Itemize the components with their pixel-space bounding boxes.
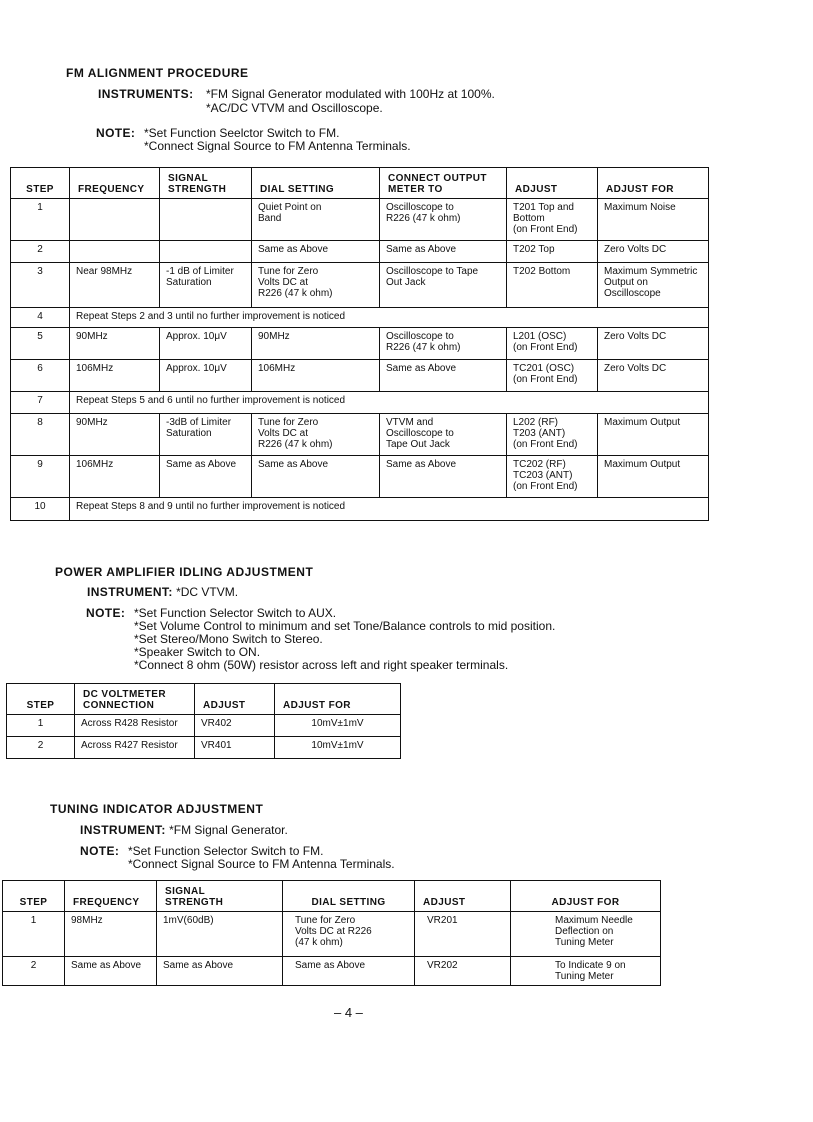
fm-cell-connect: Oscilloscope to Tape Out Jack bbox=[380, 263, 507, 308]
pa-cell-step: 2 bbox=[7, 737, 75, 759]
fm-table-row bbox=[11, 328, 709, 360]
fm-section-title: FM ALIGNMENT PROCEDURE bbox=[66, 66, 249, 80]
fm-header-adjust: ADJUST bbox=[507, 168, 598, 199]
ti-table-row bbox=[3, 912, 661, 957]
ti-cell-adjust-for: To Indicate 9 on Tuning Meter bbox=[511, 957, 661, 986]
fm-header-signal: SIGNAL STRENGTH bbox=[160, 168, 252, 199]
fm-cell-signal bbox=[160, 241, 252, 263]
fm-table-header-row bbox=[11, 168, 709, 199]
pa-note-item: *Set Function Selector Switch to AUX. bbox=[134, 606, 337, 620]
fm-cell-signal: -1 dB of Limiter Saturation bbox=[160, 263, 252, 308]
ti-table-header-row bbox=[3, 881, 661, 912]
ti-table-row bbox=[3, 957, 661, 986]
ti-cell-frequency: Same as Above bbox=[65, 957, 157, 986]
fm-cell-connect: VTVM and Oscilloscope to Tape Out Jack bbox=[380, 414, 507, 456]
ti-cell-dial: Tune for Zero Volts DC at R226 (47 k ohm) bbox=[283, 912, 415, 957]
ti-header-dial: DIAL SETTING bbox=[283, 881, 415, 912]
pa-header-connection: DC VOLTMETER CONNECTION bbox=[75, 684, 195, 715]
fm-cell-adjust-for: Zero Volts DC bbox=[598, 328, 709, 360]
pa-note-item: *Set Stereo/Mono Switch to Stereo. bbox=[134, 632, 323, 646]
fm-header-dial: DIAL SETTING bbox=[252, 168, 380, 199]
fm-cell-adjust-for: Maximum Noise bbox=[598, 199, 709, 241]
fm-note bbox=[96, 127, 596, 157]
ti-cell-step: 1 bbox=[3, 912, 65, 957]
fm-cell-adjust: L201 (OSC) (on Front End) bbox=[507, 328, 598, 360]
fm-cell-dial: Quiet Point on Band bbox=[252, 199, 380, 241]
fm-cell-step: 3 bbox=[11, 263, 70, 308]
ti-tuning-table bbox=[2, 880, 661, 986]
fm-table-row bbox=[11, 360, 709, 392]
pa-section-title: POWER AMPLIFIER IDLING ADJUSTMENT bbox=[55, 565, 314, 579]
pa-instrument-value: *DC VTVM. bbox=[176, 585, 239, 599]
fm-cell-step: 2 bbox=[11, 241, 70, 263]
fm-cell-adjust: L202 (RF) T203 (ANT) (on Front End) bbox=[507, 414, 598, 456]
fm-instruments bbox=[98, 87, 193, 101]
fm-cell-adjust: TC202 (RF) TC203 (ANT) (on Front End) bbox=[507, 456, 598, 498]
fm-cell-repeat-note: Repeat Steps 8 and 9 until no further improvement is noticed bbox=[70, 498, 709, 521]
ti-cell-adjust: VR201 bbox=[415, 912, 511, 957]
fm-cell-adjust: T201 Top and Bottom (on Front End) bbox=[507, 199, 598, 241]
page-number: – 4 – bbox=[334, 1005, 363, 1020]
fm-cell-adjust: T202 Top bbox=[507, 241, 598, 263]
ti-cell-step: 2 bbox=[3, 957, 65, 986]
fm-cell-dial: 90MHz bbox=[252, 328, 380, 360]
ti-note-label: NOTE: bbox=[80, 844, 120, 858]
pa-note-item: *Set Volume Control to minimum and set Tone/Balance controls to mid position. bbox=[134, 619, 556, 633]
ti-header-adjust: ADJUST bbox=[415, 881, 511, 912]
pa-note bbox=[86, 607, 606, 675]
fm-cell-repeat-note: Repeat Steps 5 and 6 until no further improvement is noticed bbox=[70, 392, 709, 414]
pa-cell-connection: Across R427 Resistor bbox=[75, 737, 195, 759]
fm-cell-adjust-for: Maximum Output bbox=[598, 414, 709, 456]
fm-cell-step: 7 bbox=[11, 392, 70, 414]
fm-table-row bbox=[11, 308, 709, 328]
ti-note-item: *Set Function Selector Switch to FM. bbox=[128, 844, 324, 858]
ti-header-frequency: FREQUENCY bbox=[65, 881, 157, 912]
pa-cell-adjust: VR402 bbox=[195, 715, 275, 737]
ti-cell-signal: 1mV(60dB) bbox=[157, 912, 283, 957]
fm-note-item: *Set Function Seelctor Switch to FM. bbox=[144, 126, 340, 140]
fm-cell-adjust-for: Zero Volts DC bbox=[598, 360, 709, 392]
fm-cell-signal bbox=[160, 199, 252, 241]
fm-cell-connect: Same as Above bbox=[380, 456, 507, 498]
fm-cell-adjust-for: Maximum Symmetric Output on Oscilloscope bbox=[598, 263, 709, 308]
pa-table-header-row bbox=[7, 684, 401, 715]
fm-table-row bbox=[11, 241, 709, 263]
fm-header-step: STEP bbox=[11, 168, 70, 199]
fm-cell-frequency: 106MHz bbox=[70, 360, 160, 392]
fm-table-row bbox=[11, 456, 709, 498]
pa-cell-adjust: VR401 bbox=[195, 737, 275, 759]
fm-cell-adjust-for: Zero Volts DC bbox=[598, 241, 709, 263]
ti-header-step: STEP bbox=[3, 881, 65, 912]
ti-instrument-value: *FM Signal Generator. bbox=[169, 823, 288, 837]
pa-cell-connection: Across R428 Resistor bbox=[75, 715, 195, 737]
fm-cell-connect: Same as Above bbox=[380, 360, 507, 392]
fm-cell-dial: 106MHz bbox=[252, 360, 380, 392]
fm-cell-step: 8 bbox=[11, 414, 70, 456]
ti-cell-frequency: 98MHz bbox=[65, 912, 157, 957]
ti-header-signal: SIGNAL STRENGTH bbox=[157, 881, 283, 912]
fm-cell-step: 10 bbox=[11, 498, 70, 521]
ti-note bbox=[80, 845, 500, 875]
pa-instrument bbox=[87, 585, 238, 599]
fm-cell-adjust-for: Maximum Output bbox=[598, 456, 709, 498]
fm-cell-connect: Oscilloscope to R226 (47 k ohm) bbox=[380, 199, 507, 241]
fm-cell-dial: Tune for Zero Volts DC at R226 (47 k ohm) bbox=[252, 263, 380, 308]
pa-header-step: STEP bbox=[7, 684, 75, 715]
pa-note-item: *Connect 8 ohm (50W) resistor across left and right speaker terminals. bbox=[134, 658, 509, 672]
ti-instrument-label: INSTRUMENT: bbox=[80, 823, 166, 837]
ti-cell-dial: Same as Above bbox=[283, 957, 415, 986]
fm-cell-step: 1 bbox=[11, 199, 70, 241]
fm-cell-connect: Same as Above bbox=[380, 241, 507, 263]
fm-table-row bbox=[11, 392, 709, 414]
fm-table-row bbox=[11, 498, 709, 521]
fm-header-adjust-for: ADJUST FOR bbox=[598, 168, 709, 199]
fm-cell-adjust: T202 Bottom bbox=[507, 263, 598, 308]
pa-note-label: NOTE: bbox=[86, 606, 126, 620]
fm-cell-signal: Same as Above bbox=[160, 456, 252, 498]
fm-header-connect: CONNECT OUTPUT METER TO bbox=[380, 168, 507, 199]
fm-instruments-label: INSTRUMENTS: bbox=[98, 87, 194, 101]
fm-note-item: *Connect Signal Source to FM Antenna Terminals. bbox=[144, 139, 411, 153]
pa-cell-adjust-for: 10mV±1mV bbox=[275, 715, 401, 737]
pa-header-adjust-for: ADJUST FOR bbox=[275, 684, 401, 715]
fm-cell-connect: Oscilloscope to R226 (47 k ohm) bbox=[380, 328, 507, 360]
fm-cell-adjust: TC201 (OSC) (on Front End) bbox=[507, 360, 598, 392]
fm-cell-frequency: 106MHz bbox=[70, 456, 160, 498]
ti-cell-adjust-for: Maximum Needle Deflection on Tuning Meter bbox=[511, 912, 661, 957]
pa-table-row bbox=[7, 737, 401, 759]
pa-note-item: *Speaker Switch to ON. bbox=[134, 645, 261, 659]
fm-cell-signal: Approx. 10μV bbox=[160, 328, 252, 360]
pa-table-row bbox=[7, 715, 401, 737]
pa-idling-table bbox=[6, 683, 401, 759]
fm-table-row bbox=[11, 199, 709, 241]
ti-header-adjust-for: ADJUST FOR bbox=[511, 881, 661, 912]
pa-header-adjust: ADJUST bbox=[195, 684, 275, 715]
fm-instrument-item: *FM Signal Generator modulated with 100Hz at 100%. bbox=[206, 87, 495, 101]
ti-instrument bbox=[80, 823, 288, 837]
pa-instrument-label: INSTRUMENT: bbox=[87, 585, 173, 599]
pa-cell-adjust-for: 10mV±1mV bbox=[275, 737, 401, 759]
fm-cell-signal: Approx. 10μV bbox=[160, 360, 252, 392]
fm-table-row bbox=[11, 263, 709, 308]
fm-note-label: NOTE: bbox=[96, 126, 136, 140]
fm-table-row bbox=[11, 414, 709, 456]
fm-cell-frequency: 90MHz bbox=[70, 328, 160, 360]
fm-cell-signal: -3dB of Limiter Saturation bbox=[160, 414, 252, 456]
fm-cell-frequency: 90MHz bbox=[70, 414, 160, 456]
fm-instruments-list bbox=[206, 87, 495, 115]
fm-cell-dial: Same as Above bbox=[252, 241, 380, 263]
fm-cell-step: 6 bbox=[11, 360, 70, 392]
fm-cell-frequency bbox=[70, 199, 160, 241]
fm-cell-step: 5 bbox=[11, 328, 70, 360]
ti-cell-signal: Same as Above bbox=[157, 957, 283, 986]
fm-cell-frequency: Near 98MHz bbox=[70, 263, 160, 308]
pa-cell-step: 1 bbox=[7, 715, 75, 737]
fm-alignment-table bbox=[10, 167, 709, 521]
fm-cell-dial: Tune for Zero Volts DC at R226 (47 k ohm) bbox=[252, 414, 380, 456]
ti-cell-adjust: VR202 bbox=[415, 957, 511, 986]
fm-instrument-item: *AC/DC VTVM and Oscilloscope. bbox=[206, 101, 383, 115]
fm-header-frequency: FREQUENCY bbox=[70, 168, 160, 199]
fm-cell-step: 4 bbox=[11, 308, 70, 328]
fm-cell-dial: Same as Above bbox=[252, 456, 380, 498]
fm-cell-step: 9 bbox=[11, 456, 70, 498]
ti-note-item: *Connect Signal Source to FM Antenna Terminals. bbox=[128, 857, 395, 871]
fm-cell-repeat-note: Repeat Steps 2 and 3 until no further improvement is noticed bbox=[70, 308, 709, 328]
ti-section-title: TUNING INDICATOR ADJUSTMENT bbox=[50, 802, 264, 816]
fm-cell-frequency bbox=[70, 241, 160, 263]
